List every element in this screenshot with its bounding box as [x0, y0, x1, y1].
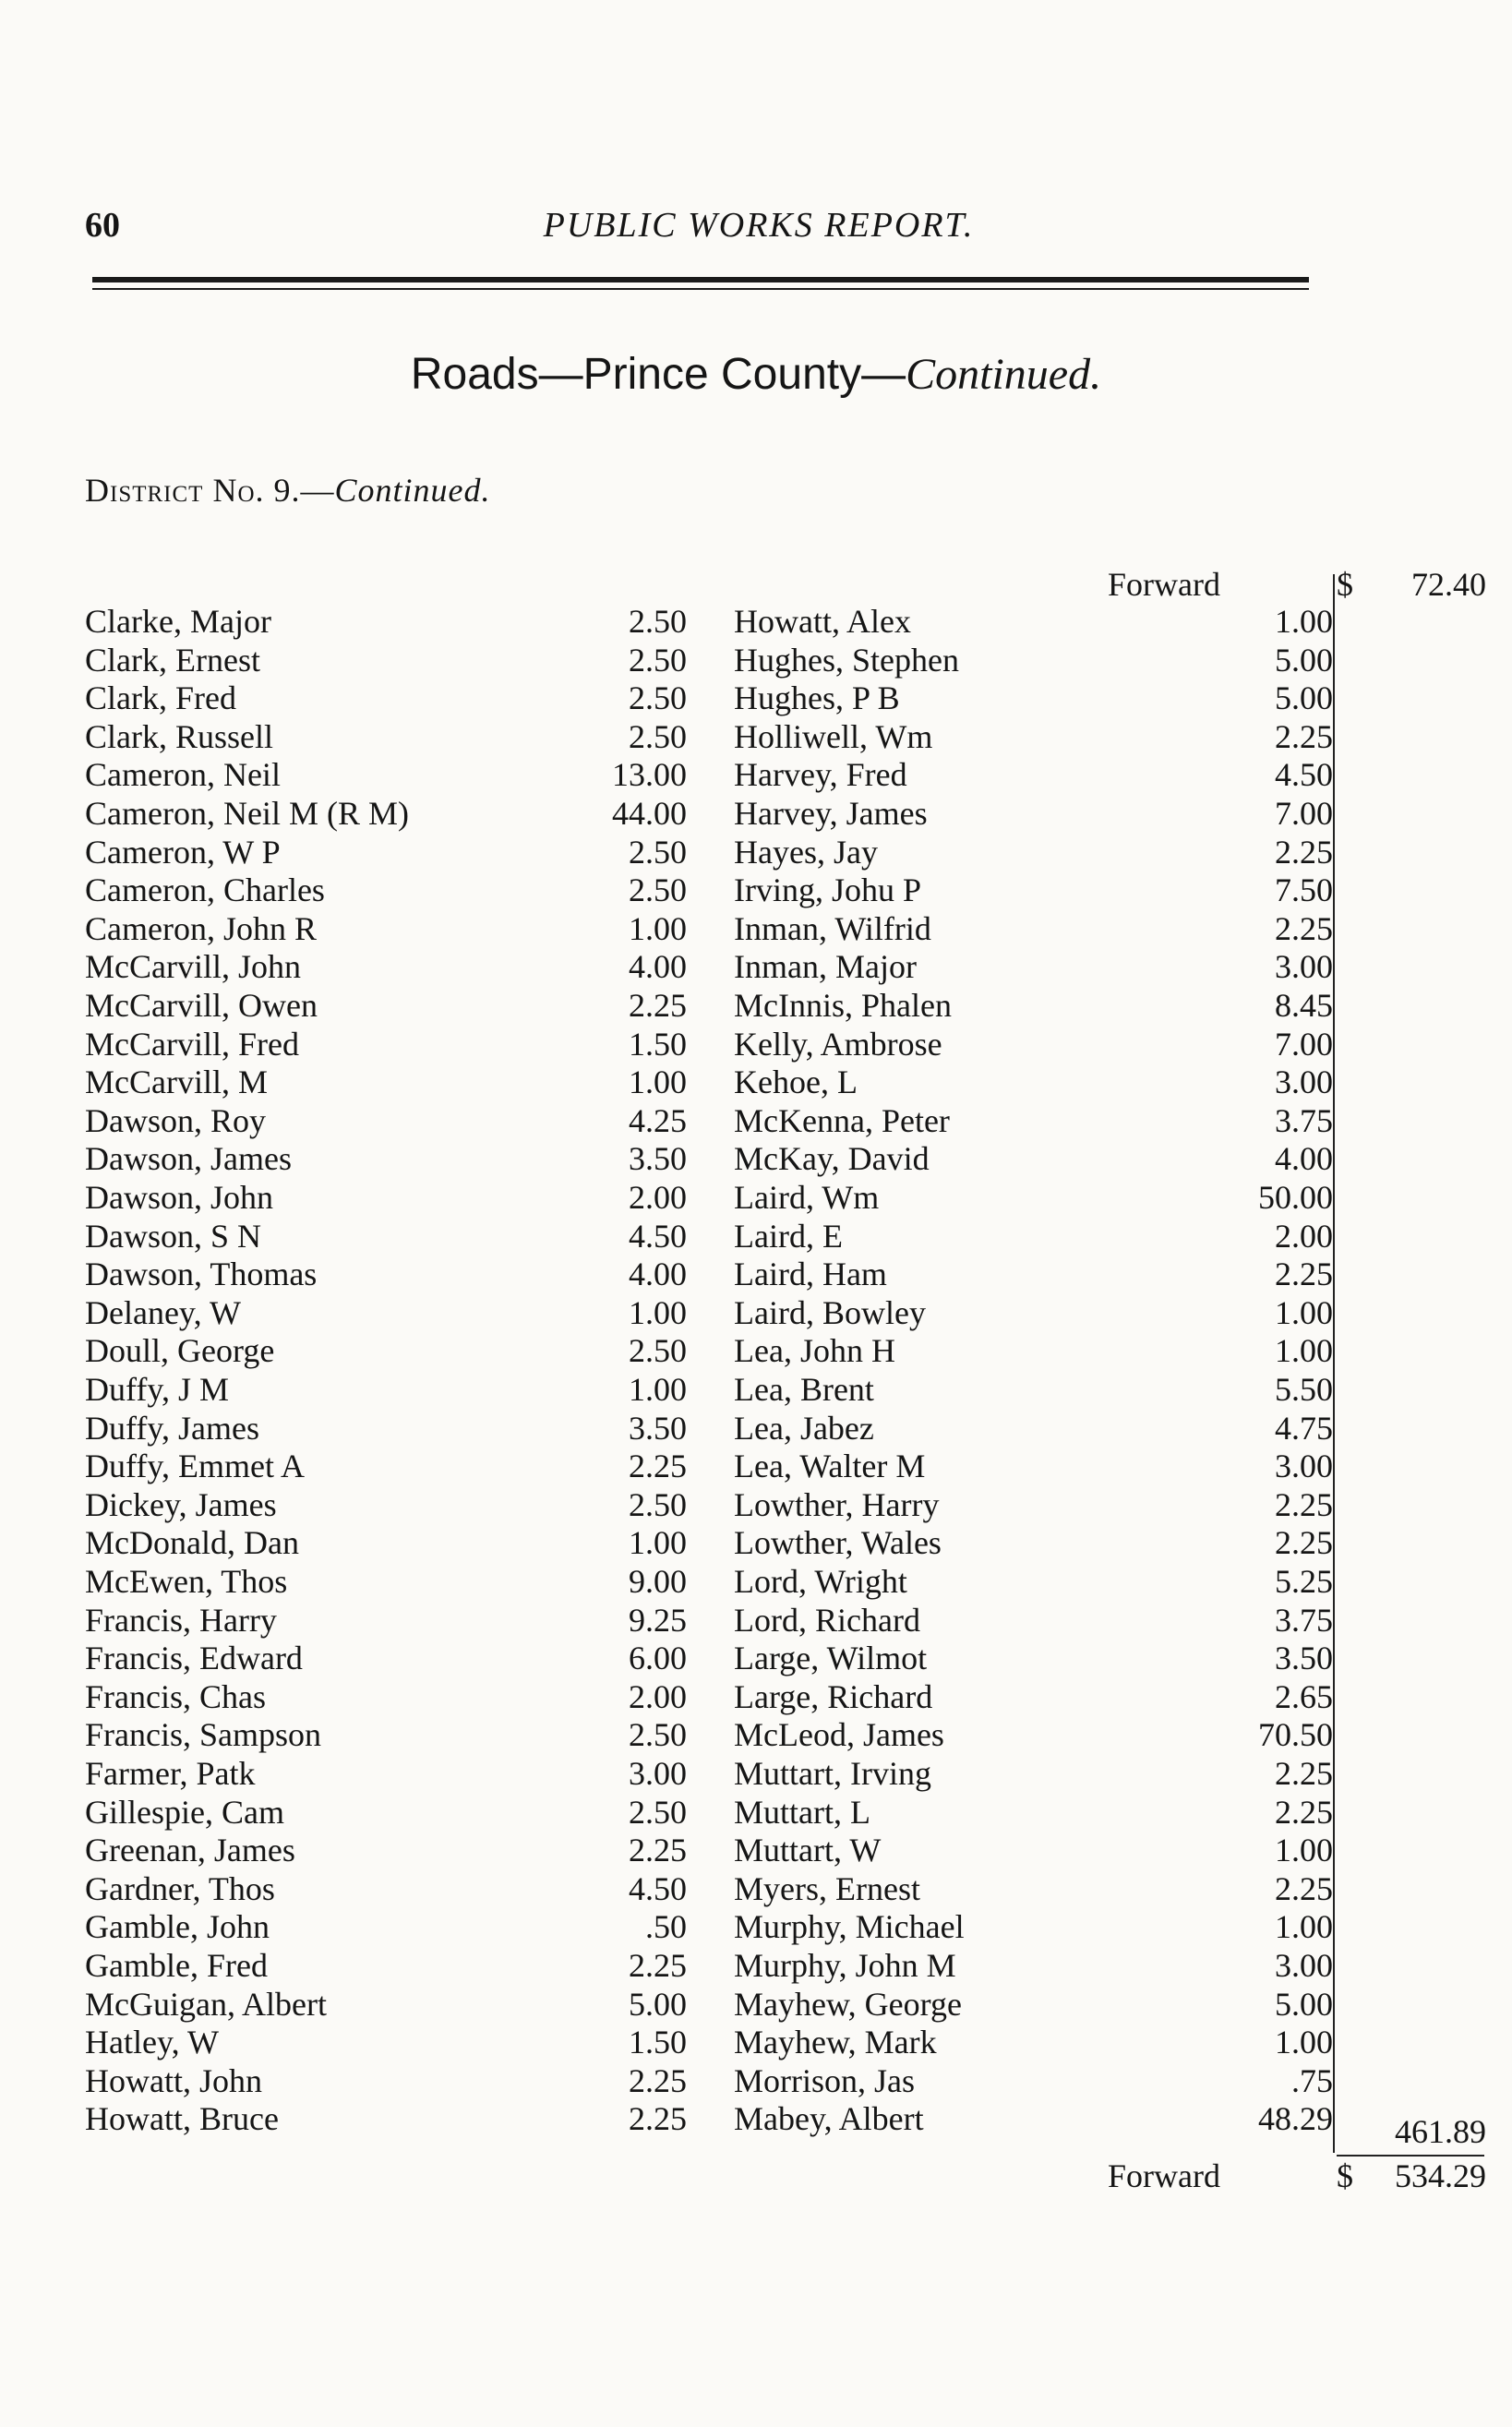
ledger-amount: 4.75	[1275, 1410, 1333, 1447]
ledger-amount: 5.00	[1275, 679, 1333, 716]
ledger-name: Cameron, W P	[85, 834, 281, 871]
ledger-amount: 3.50	[1275, 1640, 1333, 1676]
ledger-name: Cameron, John R	[85, 910, 317, 947]
forward-bottom-dollar: $	[1337, 2157, 1353, 2194]
page-header	[85, 205, 1488, 257]
ledger-amount: .50	[645, 1908, 687, 1945]
ledger-amount: 2.50	[629, 679, 687, 716]
ledger-amount: 2.00	[629, 1179, 687, 1216]
ledger-name: McKenna, Peter	[734, 1102, 950, 1139]
ledger-name: Duffy, Emmet A	[85, 1448, 305, 1484]
ledger-amount: 1.00	[1275, 2024, 1333, 2061]
ledger-name: Laird, Ham	[734, 1256, 887, 1292]
ledger-amount: 50.00	[1258, 1179, 1333, 1216]
ledger-name: Dawson, S N	[85, 1218, 262, 1255]
ledger-amount: 2.25	[629, 2062, 687, 2099]
ledger-name: Cameron, Neil	[85, 756, 281, 793]
ledger-amount: 2.25	[1275, 910, 1333, 947]
ledger-name: Gamble, John	[85, 1908, 270, 1945]
ledger-amount: 2.50	[629, 1794, 687, 1831]
ledger-amount: 3.00	[1275, 948, 1333, 985]
ledger-name: Lea, Jabez	[734, 1410, 874, 1447]
ledger-name: McGuigan, Albert	[85, 1986, 327, 2023]
ledger-amount: 2.50	[629, 834, 687, 871]
ledger-amount: 1.50	[629, 2024, 687, 2061]
ledger-name: Greenan, James	[85, 1832, 295, 1868]
section-title-continued: Continued.	[906, 350, 1102, 399]
ledger-name: Hayes, Jay	[734, 834, 878, 871]
ledger-name: Howatt, John	[85, 2062, 262, 2099]
ledger-name: Hughes, Stephen	[734, 642, 959, 679]
header-rule-thin	[92, 288, 1309, 290]
ledger-amount: 1.00	[1275, 1294, 1333, 1331]
ledger-name: Francis, Chas	[85, 1678, 266, 1715]
ledger-name: Duffy, James	[85, 1410, 259, 1447]
ledger-amount: 2.00	[629, 1678, 687, 1715]
ledger-amount: 1.00	[629, 1294, 687, 1331]
ledger-name: Large, Richard	[734, 1678, 933, 1715]
ledger-name: Cameron, Charles	[85, 871, 325, 908]
ledger-amount: 3.50	[629, 1140, 687, 1177]
ledger-name: Gamble, Fred	[85, 1947, 268, 1984]
ledger-amount: 2.25	[629, 1448, 687, 1484]
ledger-name: McLeod, James	[734, 1716, 944, 1753]
ledger-amount: 1.00	[629, 1371, 687, 1408]
ledger-amount: 2.25	[629, 1947, 687, 1984]
ledger-name: Dickey, James	[85, 1486, 277, 1523]
ledger-amount: 4.00	[1275, 1140, 1333, 1177]
ledger-amount: 2.25	[629, 1832, 687, 1868]
ledger-name: McKay, David	[734, 1140, 930, 1177]
ledger-name: Duffy, J M	[85, 1371, 230, 1408]
forward-bottom-label: Forward	[1108, 2157, 1220, 2194]
ledger-amount: 2.50	[629, 871, 687, 908]
ledger-amount: 1.00	[629, 1063, 687, 1100]
ledger-name: Dawson, James	[85, 1140, 292, 1177]
ledger-amount: 1.00	[1275, 603, 1333, 640]
forward-top-dollar: $	[1337, 566, 1353, 603]
ledger-amount: 2.25	[1275, 718, 1333, 755]
amount-column-rule	[1333, 574, 1335, 2153]
ledger-name: McEwen, Thos	[85, 1563, 288, 1600]
ledger-amount: 3.50	[629, 1410, 687, 1447]
ledger-name: Inman, Wilfrid	[734, 910, 931, 947]
ledger-amount: 2.25	[1275, 1486, 1333, 1523]
ledger-amount: 2.50	[629, 1486, 687, 1523]
ledger-amount: 7.50	[1275, 871, 1333, 908]
ledger-amount: 2.50	[629, 642, 687, 679]
ledger-amount: 5.25	[1275, 1563, 1333, 1600]
header-rule-thick	[92, 277, 1309, 282]
ledger-amount: 2.00	[1275, 1218, 1333, 1255]
ledger-name: Clark, Fred	[85, 679, 236, 716]
ledger-amount: 2.25	[1275, 1256, 1333, 1292]
ledger-amount: 2.50	[629, 603, 687, 640]
ledger-name: Lea, Brent	[734, 1371, 874, 1408]
ledger-amount: 5.00	[629, 1986, 687, 2023]
ledger-name: Myers, Ernest	[734, 1870, 920, 1907]
ledger-name: Laird, E	[734, 1218, 843, 1255]
ledger-name: Murphy, Michael	[734, 1908, 965, 1945]
ledger-name: Murphy, John M	[734, 1947, 956, 1984]
ledger-name: Inman, Major	[734, 948, 917, 985]
ledger-name: Kelly, Ambrose	[734, 1026, 942, 1063]
ledger-name: Clark, Russell	[85, 718, 273, 755]
ledger-name: Large, Wilmot	[734, 1640, 928, 1676]
ledger-name: Dawson, Roy	[85, 1102, 266, 1139]
ledger-amount: 5.00	[1275, 1986, 1333, 2023]
ledger-amount: 7.00	[1275, 1026, 1333, 1063]
ledger-amount: 8.45	[1275, 987, 1333, 1024]
ledger-name: Hatley, W	[85, 2024, 219, 2061]
ledger-name: Cameron, Neil M (R M)	[85, 795, 409, 832]
ledger-amount: 1.50	[629, 1026, 687, 1063]
ledger-amount: 3.75	[1275, 1102, 1333, 1139]
district-heading	[85, 471, 491, 510]
ledger-name: McInnis, Phalen	[734, 987, 952, 1024]
ledger-name: Mayhew, Mark	[734, 2024, 937, 2061]
ledger-name: Dawson, Thomas	[85, 1256, 318, 1292]
ledger-amount: 3.00	[1275, 1947, 1333, 1984]
ledger-name: Muttart, L	[734, 1794, 870, 1831]
ledger-name: McCarvill, M	[85, 1063, 268, 1100]
ledger-amount: 4.50	[1275, 756, 1333, 793]
ledger-amount: 5.00	[1275, 642, 1333, 679]
section-title	[0, 349, 1512, 400]
ledger-amount: 2.50	[629, 1332, 687, 1369]
ledger-name: Harvey, Fred	[734, 756, 907, 793]
forward-top-amount: 72.40	[1411, 566, 1486, 603]
page-number: 60	[85, 206, 120, 245]
ledger-name: Irving, Johu P	[734, 871, 922, 908]
ledger-amount: 2.25	[1275, 1524, 1333, 1561]
ledger-name: Morrison, Jas	[734, 2062, 915, 2099]
ledger-name: Howatt, Alex	[734, 603, 911, 640]
ledger-amount: 7.00	[1275, 795, 1333, 832]
ledger-name: Lea, John H	[734, 1332, 895, 1369]
ledger-amount: 1.00	[1275, 1832, 1333, 1868]
ledger-amount: 6.00	[629, 1640, 687, 1676]
ledger-amount: 3.00	[629, 1755, 687, 1792]
ledger-name: McCarvill, Owen	[85, 987, 318, 1024]
ledger-amount: 2.50	[629, 718, 687, 755]
ledger-name: Doull, George	[85, 1332, 275, 1369]
ledger-name: Francis, Sampson	[85, 1716, 321, 1753]
ledger-amount: 3.75	[1275, 1602, 1333, 1639]
ledger-name: Kehoe, L	[734, 1063, 858, 1100]
ledger-name: Clarke, Major	[85, 603, 271, 640]
ledger-name: McCarvill, Fred	[85, 1026, 299, 1063]
district-label: District No. 9.—	[85, 472, 335, 509]
ledger-amount: 44.00	[612, 795, 687, 832]
ledger-amount: 1.00	[1275, 1332, 1333, 1369]
ledger-name: McCarvill, John	[85, 948, 301, 985]
ledger-amount: 2.25	[629, 2100, 687, 2137]
ledger-name: Gillespie, Cam	[85, 1794, 284, 1831]
ledger-name: Lowther, Harry	[734, 1486, 940, 1523]
section-title-text: Roads—Prince County—	[410, 350, 906, 399]
ledger-amount: 4.50	[629, 1218, 687, 1255]
forward-top-label: Forward	[1108, 566, 1220, 603]
subtotal-amount: 461.89	[1395, 2113, 1486, 2150]
ledger-amount: 3.00	[1275, 1448, 1333, 1484]
ledger-amount: 9.25	[629, 1602, 687, 1639]
ledger-name: Harvey, James	[734, 795, 928, 832]
ledger-name: Mabey, Albert	[734, 2100, 924, 2137]
ledger-name: Francis, Edward	[85, 1640, 303, 1676]
ledger-name: Laird, Bowley	[734, 1294, 926, 1331]
ledger-name: Dawson, John	[85, 1179, 273, 1216]
ledger-amount: 4.25	[629, 1102, 687, 1139]
ledger-amount: 4.50	[629, 1870, 687, 1907]
ledger-amount: 5.50	[1275, 1371, 1333, 1408]
ledger-name: Muttart, Irving	[734, 1755, 931, 1792]
ledger-amount: 2.25	[1275, 834, 1333, 871]
ledger-amount: 2.65	[1275, 1678, 1333, 1715]
ledger-amount: 9.00	[629, 1563, 687, 1600]
ledger-amount: 2.25	[1275, 1794, 1333, 1831]
ledger-name: Delaney, W	[85, 1294, 241, 1331]
ledger-amount: 70.50	[1258, 1716, 1333, 1753]
ledger-amount: 4.00	[629, 948, 687, 985]
ledger-name: Hughes, P B	[734, 679, 900, 716]
ledger-name: Farmer, Patk	[85, 1755, 256, 1792]
ledger-name: Francis, Harry	[85, 1602, 277, 1639]
ledger-amount: 1.00	[629, 910, 687, 947]
ledger-amount: 1.00	[629, 1524, 687, 1561]
ledger-amount: 3.00	[1275, 1063, 1333, 1100]
running-title: PUBLIC WORKS REPORT.	[543, 206, 975, 245]
ledger-amount: .75	[1291, 2062, 1333, 2099]
ledger-name: Gardner, Thos	[85, 1870, 275, 1907]
ledger-amount: 2.50	[629, 1716, 687, 1753]
ledger-name: Lord, Wright	[734, 1563, 907, 1600]
ledger-amount: 13.00	[612, 756, 687, 793]
ledger-name: Clark, Ernest	[85, 642, 260, 679]
ledger-amount: 48.29	[1258, 2100, 1333, 2137]
ledger-amount: 4.00	[629, 1256, 687, 1292]
ledger-name: Mayhew, George	[734, 1986, 962, 2023]
ledger-name: Lea, Walter M	[734, 1448, 926, 1484]
ledger-name: Lowther, Wales	[734, 1524, 942, 1561]
ledger-amount: 2.25	[1275, 1755, 1333, 1792]
ledger-amount: 1.00	[1275, 1908, 1333, 1945]
ledger-name: Muttart, W	[734, 1832, 882, 1868]
ledger-name: Lord, Richard	[734, 1602, 920, 1639]
ledger-name: Laird, Wm	[734, 1179, 880, 1216]
ledger-amount: 2.25	[1275, 1870, 1333, 1907]
ledger-name: McDonald, Dan	[85, 1524, 299, 1561]
forward-bottom-amount: 534.29	[1395, 2157, 1486, 2194]
district-continued: Continued.	[334, 472, 491, 509]
ledger-amount: 2.25	[629, 987, 687, 1024]
ledger-name: Holliwell, Wm	[734, 718, 933, 755]
ledger-name: Howatt, Bruce	[85, 2100, 279, 2137]
